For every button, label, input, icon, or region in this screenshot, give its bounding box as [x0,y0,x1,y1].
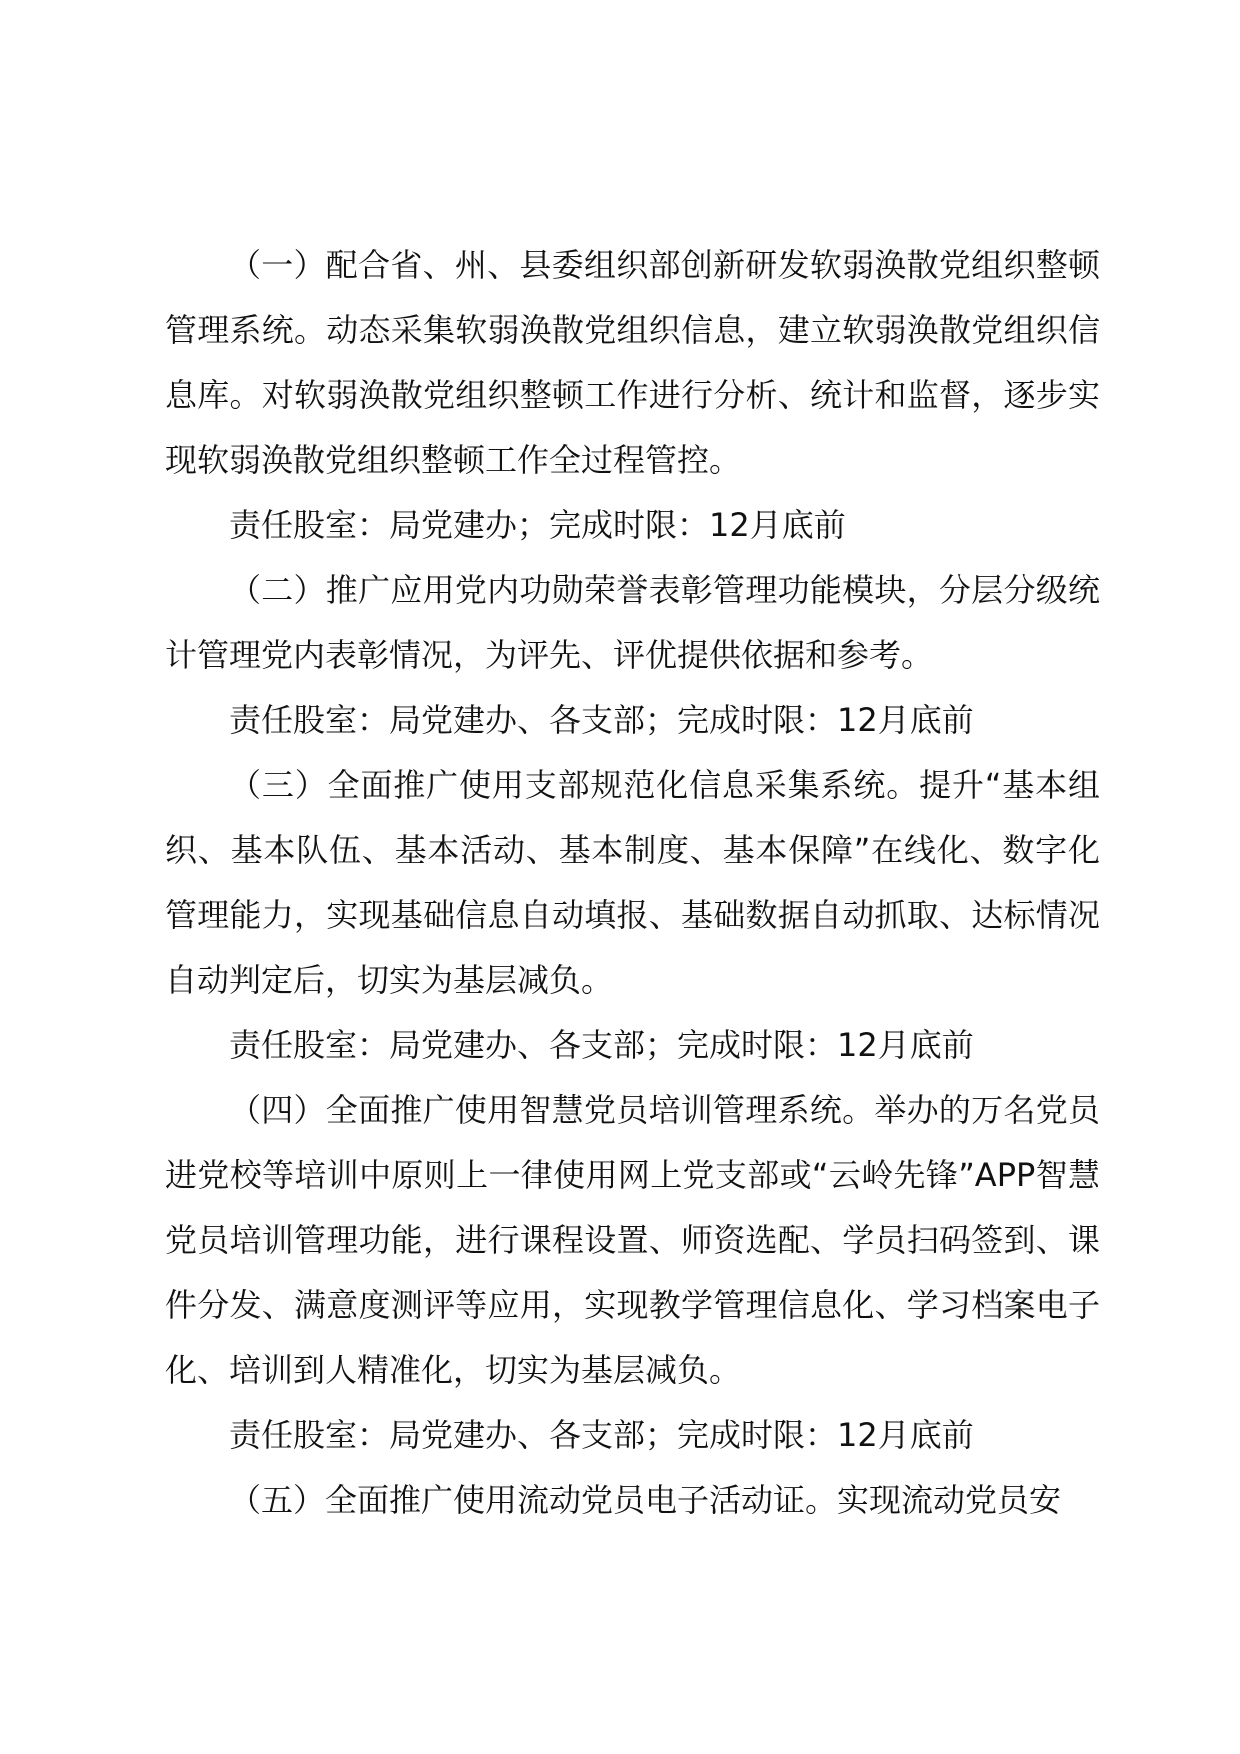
responsibility-line-2: 责任股室：局党建办、各支部；完成时限：12月底前 [229,701,974,739]
document-body [165,233,1100,1533]
paragraph-item-2: （二）推广应用党内功勋荣誉表彰管理功能模块，分层分级统计管理党内表彰情况，为评先、评优提供依据和参考。 [165,571,1100,674]
responsibility-line-1: 责任股室：局党建办；完成时限：12月底前 [229,506,846,544]
paragraph-item-1: （一）配合省、州、县委组织部创新研发软弱涣散党组织整顿管理系统。动态采集软弱涣散党组织信息，建立软弱涣散党组织信息库。对软弱涣散党组织整顿工作进行分析、统计和监督，逐步实现软弱涣散党组织整顿工作全过程管控。 [165,246,1100,479]
paragraph-item-3: （三）全面推广使用支部规范化信息采集系统。提升“基本组织、基本队伍、基本活动、基本制度、基本保障”在线化、数字化管理能力，实现基础信息自动填报、基础数据自动抓取、达标情况自动判定后，切实为基层减负。 [165,766,1100,999]
paragraph-item-4: （四）全面推广使用智慧党员培训管理系统。举办的万名党员进党校等培训中原则上一律使用网上党支部或“云岭先锋”APP智慧党员培训管理功能，进行课程设置、师资选配、学员扫码签到、课件分发、满意度测评等应用，实现教学管理信息化、学习档案电子化、培训到人精准化，切实为基层减负。 [165,1091,1100,1389]
responsibility-line-3: 责任股室：局党建办、各支部；完成时限：12月底前 [229,1026,974,1064]
responsibility-line-4: 责任股室：局党建办、各支部；完成时限：12月底前 [229,1416,974,1454]
paragraph-item-5: （五）全面推广使用流动党员电子活动证。实现流动党员安 [229,1481,1062,1519]
